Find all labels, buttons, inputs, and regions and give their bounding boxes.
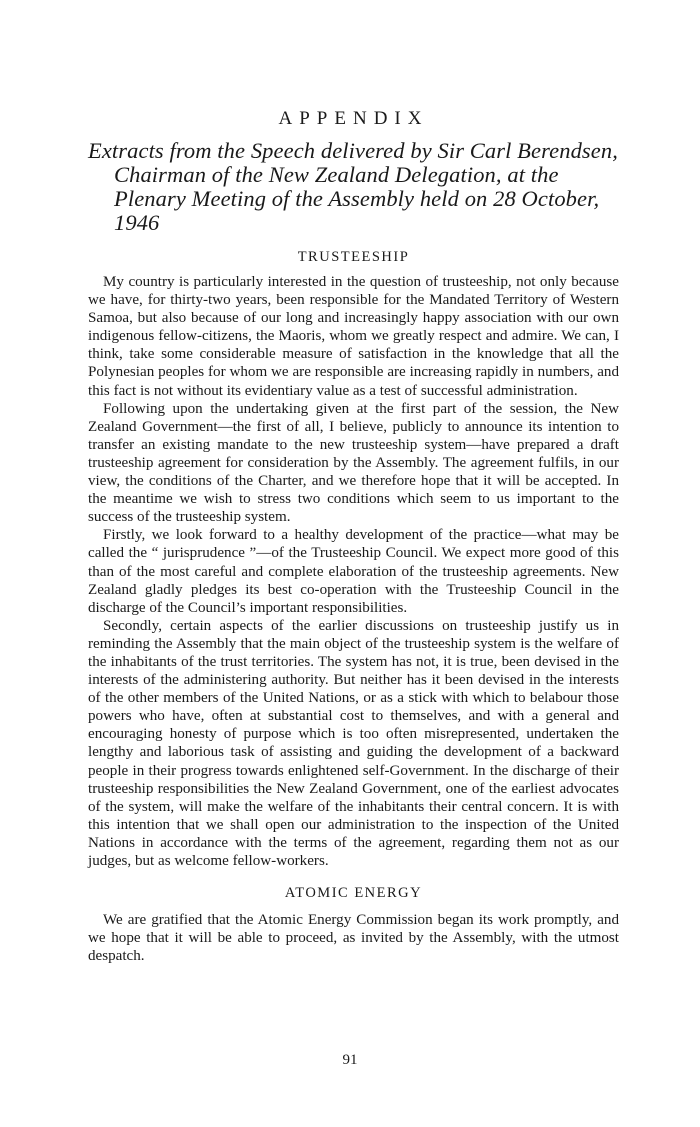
appendix-title: APPENDIX: [278, 108, 429, 129]
paragraph: Secondly, certain aspects of the earlier discussions on trusteeship justify us in reminding the Assembly that the main object of the trusteeship system is the welfare of the inhabitants of the trust territories. The system has not, it is true, been devised in the interests of the administering authority. But neither has it been devised in the interests of the other members of the United Nations, or as a stick with which to belabour those powers who have, often at substantial cost to themselves, and with a general and encouraging honesty of purpose which is too often misrepresented, undertaken the lengthy and laborious task of assisting and guiding the development of a backward people in their progress towards enlightened self-Government. In the discharge of their trusteeship responsibilities the New Zealand Government, one of the earliest advocates of the system, will make the welfare of the inhabitants their central concern. It is with this intention that we shall open our administration to the inspection of the United Nations in accordance with the terms of the agreement, regarding them not as our judges, but as welcome fellow-workers.: [88, 617, 619, 869]
paragraph: Following upon the undertaking given at the first part of the session, the New Zealand Government—the first of all, I believe, publicly to announce its intention to transfer an existing mandate to the new trusteeship system—have prepared a draft trusteeship agreement for consideration by the Assembly. The agreement fulfils, in our view, the conditions of the Charter, and we therefore hope that it will be accepted. In the meantime we wish to stress two conditions which seem to us important to the success of the trusteeship system.: [88, 400, 619, 526]
paragraph: Firstly, we look forward to a healthy development of the practice—what may be called the “ jurisprudence ”—of the Trusteeship Council. We expect more good of this than of the most careful and complete elaboration of the trusteeship agreements. New Zealand gladly pledges its best co-operation with the Trusteeship Council in the discharge of the Council’s important responsibilities.: [88, 527, 619, 616]
paragraph: My country is particularly interested in the question of trusteeship, not only because we have, for thirty-two years, been responsible for the Mandated Territory of Western Samoa, but also because of our long and increasingly happy association with our own indigenous fellow-citizens, the Maoris, whom we greatly respect and admire. We can, I think, take some considerable measure of satisfaction in the knowledge that all the Polynesian peoples for whom we are responsible are increasing rapidly in numbers, and this fact is not without its evidentiary value as a test of successful administration.: [88, 274, 619, 399]
paragraph: We are gratified that the Atomic Energy Commission began its work promptly, and we hope that it will be able to proceed, as invited by the Assembly, with the utmost despatch.: [88, 912, 619, 965]
section-heading-trusteeship: TRUSTEESHIP: [297, 249, 410, 265]
document-page: [88, 108, 619, 965]
section-heading-atomic-energy: ATOMIC ENERGY: [284, 885, 423, 902]
section-atomic-energy: [88, 885, 619, 965]
speech-subtitle: Extracts from the Speech delivered by Sir Carl Berendsen, Chairman of the New Zealand Delegation, at the Plenary Meeting of the Assembly held on 28 October, 1946: [88, 138, 618, 235]
page-number: 91: [342, 1052, 358, 1068]
section-trusteeship: [88, 249, 619, 870]
